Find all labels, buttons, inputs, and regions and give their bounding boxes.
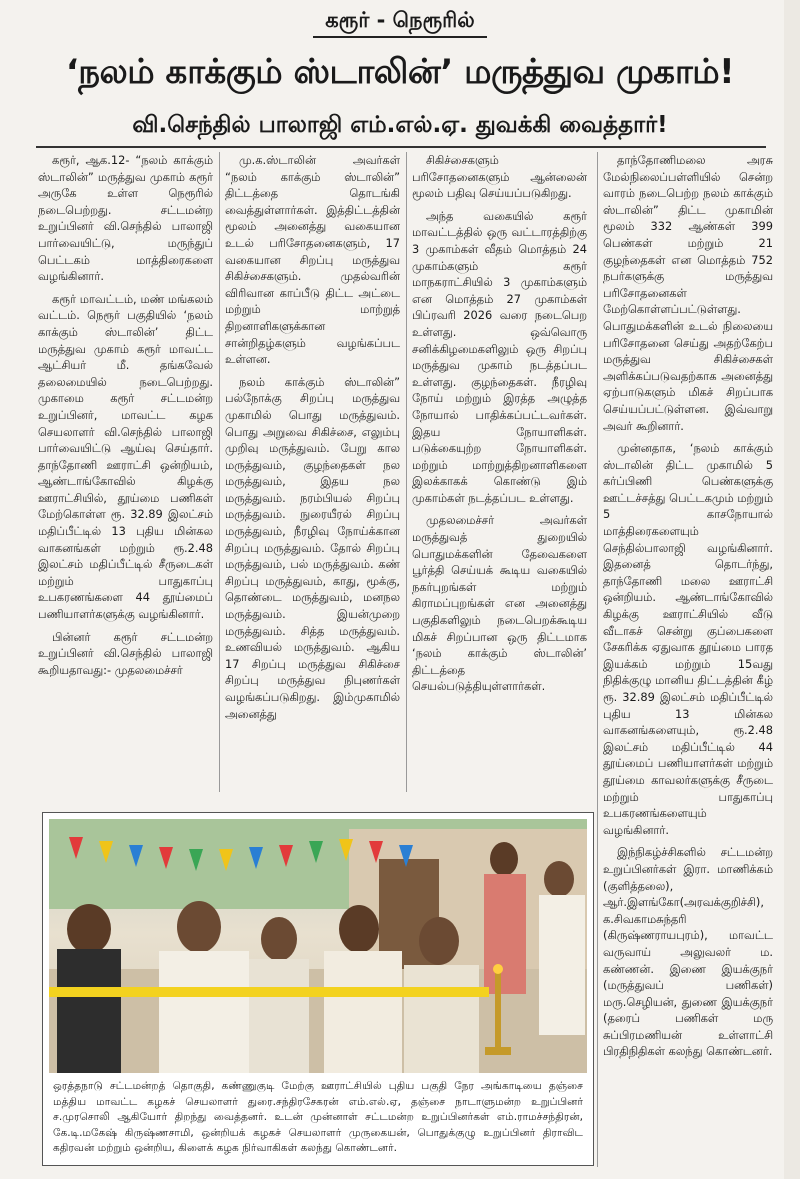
- column-divider: [597, 152, 598, 1167]
- column-divider: [219, 152, 220, 792]
- paragraph: கரூர் மாவட்டம், மண் மங்கலம் வட்டம். நெரூர் பகுதியில் ‘நலம் காக்கும் ஸ்டாலின்’ திட்ட மருத்துவ முகாம் கரூர் மாவட்ட ஆட்சியர் மீ. தங்கவேல் தலைமையில் நடைபெற்றது. முகாமை கரூர் சட்டமன்ற உறுப்பினர், மாவட்ட கழக செயலாளர் வி.செந்தில் பாலாஜி பார்வையிட்டு ஆய்வு செய்தார். தாந்தோணி ஊராட்சி ஒன்றியம், ஆண்டாங்கோவில் கிழக்கு ஊராட்சியில், தூய்மை பணிகள் மேற்கொள்ள ரூ. 32.89 இலட்சம் மதிப்பீட்டில் 13 புதிய மின்கல வாகனங்கள் மற்றும் ரூ.2.48 இலட்சம் மதிப்பீட்டில் சீருடைகள் மற்றும் பாதுகாப்பு உபகரணங்களை 44 தூய்மைப் பணியாளர்களுக்கு வழங்கினார்.: [38, 291, 213, 622]
- paragraph: அந்த வகையில் கரூர் மாவட்டத்தில் ஒரு வட்டாரத்திற்கு 3 முகாம்கள் வீதம் மொத்தம் 24 முகாம்களும் கரூர் மாநகராட்சியில் 3 முகாம்களும் என மொத்தம் 27 முகாம்கள் பிப்ரவரி 2026 வரை நடைபெற உள்ளது. ஒவ்வொரு சனிக்கிழமைகளிலும் ஒரு சிறப்பு மருத்துவ முகாம் நடத்தப்பட உள்ளது. குழந்தைகள். நீரழிவு நோய் மற்றும் இரத்த அழுத்த நோயால் பாதிக்கப்பட்டவர்கள். இதய நோயாளிகள். படுக்கையுற்ற நோயாளிகள். மற்றும் மாற்றுத்திறனாளிகளை இலக்காகக் கொண்டு இம் முகாம்கள் நடத்தப்பட உள்ளது.: [412, 208, 587, 505]
- ribbon-cutting-photo: [49, 819, 587, 1073]
- paragraph: நலம் காக்கும் ஸ்டாலின்” பல்நோக்கு சிறப்பு மருத்துவ முகாமில் பொது மருத்துவம். பொது அறுவை சிகிச்சை, எலும்பு முறிவு மருத்துவம். பேறு கால மருத்துவம், குழந்தைகள் நல மருத்துவம், இதய நல மருத்துவம். நரம்பியல் சிறப்பு மருத்துவம். நுரையீரல் சிறப்பு மருத்துவம், நீரழிவு நோய்க்கான சிறப்பு மருத்துவம். தோல் சிறப்பு மருத்துவம், பல் மருத்துவம். கண் சிறப்பு மருத்துவம், காது, மூக்கு, தொண்டை மருத்துவம், மனநல மருத்துவம். இயன்முறை மருத்துவம். சித்த மருத்துவம். உணவியல் மருத்துவம். ஆகிய 17 சிறப்பு மருத்துவ சிகிச்சை சிறப்பு மருத்துவ நிபுணர்கள் வழங்கப்படுகிறது. இம்முகாமில் அனைத்து: [225, 374, 400, 721]
- photo-with-caption: [42, 812, 594, 1166]
- paragraph: முன்னதாக, ‘நலம் காக்கும் ஸ்டாலின் திட்ட முகாமில் 5 கர்ப்பிணி பெண்களுக்கு ஊட்டச்சத்து பெட்டகமும் மற்றும் 5 காசநோயால் மாத்திரைகளையும் செந்தில்பாலாஜி வழங்கினார். இதனைத் தொடர்ந்து, தாந்தோணி மலை ஊராட்சி ஒன்றியம். ஆண்டாங்கோவில் கிழக்கு ஊராட்சியில் வீடு வீடாகச் சென்று குப்பைகளை சேகரிக்க ஏதுவாக தூய்மை பாரத இயக்கம் மற்றும் 15வது நிதிக்குழு மானிய திட்டத்தின் கீழ் ரூ. 32.89 இலட்சம் மதிப்பீட்டில் புதிய 13 மின்கல வாகனங்களையும், ரூ.2.48 இலட்சம் மதிப்பீட்டில் 44 தூய்மைப் பணியாளர்கள் மற்றும் தூய்மை காவலர்களுக்கு சீருடை மற்றும் பாதுகாப்பு உபகரணங்களையும் வழங்கினார்.: [603, 441, 773, 837]
- paragraph: இந்நிகழ்ச்சிகளில் சட்டமன்ற உறுப்பினர்கள் இரா. மாணிக்கம் (குளித்தலை), ஆர்.இளங்கோ(அரவக்குறிச்சி), க.சிவகாமசுந்தரி (கிருஷ்ணராயபுரம்), மாவட்ட வருவாய் அலுவலர் ம. கண்ணன். இணை இயக்குநர் (மருத்துவப் பணிகள்) மரு.செழியன், துணை இயக்குநர் (தரைப் பணிகள் மரு சுப்பிரமணியன் உள்ளாட்சி பிரதிநிதிகள் கலந்து கொண்டனர்.: [603, 845, 773, 1059]
- header-rule: [36, 146, 766, 148]
- kicker: [0, 8, 800, 35]
- column-divider: [406, 152, 407, 792]
- article-column-2: [225, 152, 400, 792]
- paragraph: முதலமைச்சர் அவர்கள் மருத்துவத் துறையில் பொதுமக்களின் தேவைகளை பூர்த்தி செய்யக் கூடிய வகையில் நகர்புறங்கள் மற்றும் கிராமப்புறங்கள் என அனைத்து பகுதிகளிலும் நடைபெறக்கூடிய மிகச் சிறப்பான ஒரு திட்டமாக ‘நலம் காக்கும் ஸ்டாலின்’ திட்டத்தை செயல்படுத்தியுள்ளார்கள்.: [412, 513, 587, 694]
- paragraph: மு.க.ஸ்டாலின் அவர்கள் “நலம் காக்கும் ஸ்டாலின்” திட்டத்தை தொடங்கி வைத்துள்ளார்கள். இத்திட்டத்தின் மூலம் அனைத்து வகையான உடல் பரிசோதனைகளும், 17 வகையான சிறப்பு மருத்துவ சிகிச்சைகளும். முதல்வரின் விரிவான காப்பீடு திட்ட அட்டை மற்றும் மாற்றுத் திறனாளிகளுக்கான சான்றிதழ்களும் வழங்கப்பட உள்ளன.: [225, 153, 400, 367]
- photo-caption: ஒரத்தநாடு சட்டமன்றத் தொகுதி, கண்ணுகுடி மேற்கு ஊராட்சியில் புதிய பகுதி நேர அங்காடியை தஞ்சை மத்திய மாவட்ட கழகச் செயலாளர் துரை.சந்திரசேகரன் எம்.எல்.ஏ, தஞ்சை நாடாளுமன்ற உறுப்பினர் ச.முரசொலி ஆகியோர் திறந்து வைத்தனர். உடன் முன்னாள் சட்டமன்ற உறுப்பினர்கள் எம்.ராமச்சந்திரன், கே.டி.மகேஷ் கிருஷ்ணசாமி, ஒன்றியக் கழகச் செயலாளர் முருகையன், பொதுக்குழு உறுப்பினர் திராவிட கதிரவன் மற்றும் ஒன்றிய, கிளைக் கழக நிர்வாகிகள் கலந்து கொண்டனர்.: [53, 1080, 583, 1154]
- headline: ‘நலம் காக்கும் ஸ்டாலின்’ மருத்துவ முகாம்!: [65, 52, 735, 92]
- paragraph: பின்னர் கரூர் சட்டமன்ற உறுப்பினர் வி.செந்தில் பாலாஜி கூறியதாவது:- முதலமைச்சர்: [38, 629, 213, 677]
- adjacent-page-edge: [784, 0, 800, 1179]
- paragraph: சிகிச்சைகளும் பரிசோதனைகளும் ஆன்லைன் மூலம் பதிவு செய்யப்படுகிறது.: [412, 153, 587, 201]
- paragraph: கரூர், ஆக.12- “நலம் காக்கும் ஸ்டாலின்” மருத்துவ முகாம் கரூர் அருகே உள்ள நெரூரில் நடைபெற்றது. சட்டமன்ற உறுப்பினர் வி.செந்தில் பாலாஜி பார்வையிட்டு, மருந்துப் பெட்டகம் மாத்திரைகளை வழங்கினார்.: [38, 153, 213, 284]
- article-column-1: [38, 152, 213, 792]
- article-column-3: [412, 152, 587, 792]
- article-column-4: [603, 152, 773, 1172]
- paragraph: தாந்தோணிமலை அரசு மேல்நிலைப்பள்ளியில் சென்ற வாரம் நடைபெற்ற நலம் காக்கும் ஸ்டாலின்” திட்ட முகாமின் மூலம் 332 ஆண்கள் 399 பெண்கள் மற்றும் 21 குழந்தைகள் என மொத்தம் 752 நபர்களுக்கு மருத்துவ பரிசோதனைகள் மேற்கொள்ளப்பட்டுள்ளது. பொதுமக்களின் உடல் நிலையை பரிசோதனை செய்து அதற்கேற்ப மருத்துவ சிகிச்சைகள் அளிக்கப்படுவதற்காக அனைத்து ஏற்பாடுகளும் மிகச் சிறப்பாக செய்யப்பட்டுள்ளன. இவ்வாறு அவர் கூறினார்.: [603, 153, 773, 433]
- kicker-text: கரூர் - நெரூரில்: [313, 8, 486, 38]
- subheadline: வி.செந்தில் பாலாஜி எம்.எல்.ஏ. துவக்கி வைத்தார்!: [132, 112, 668, 138]
- photo-illustration: [49, 819, 587, 1073]
